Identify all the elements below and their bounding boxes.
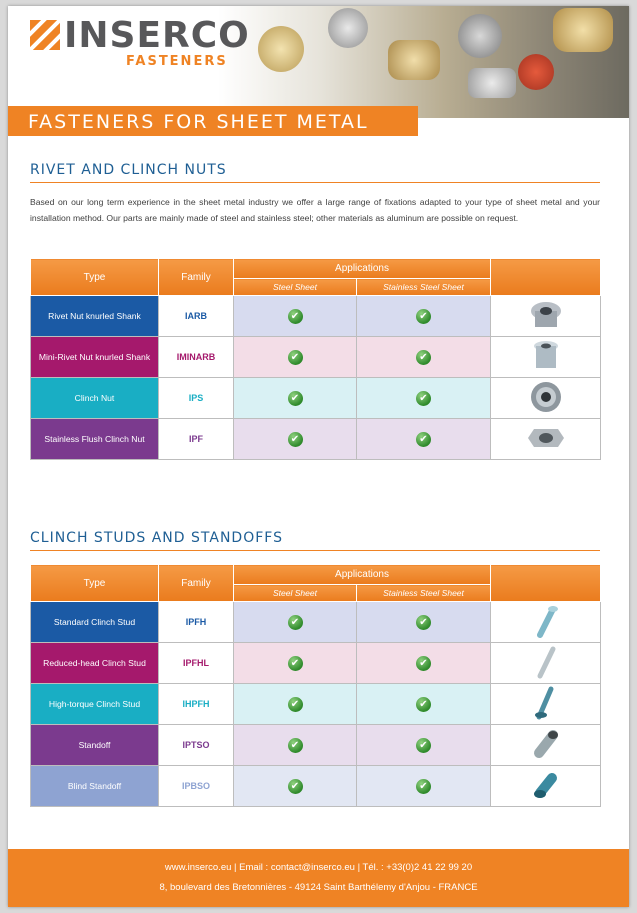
steel-cell bbox=[234, 766, 357, 807]
studs-table bbox=[30, 564, 601, 807]
table-row bbox=[31, 643, 601, 684]
header bbox=[8, 6, 629, 133]
rivet-nut-icon bbox=[491, 296, 601, 337]
check-icon: ✔ bbox=[288, 350, 303, 365]
blind-standoff-icon bbox=[491, 766, 601, 807]
stainless-cell bbox=[357, 766, 491, 807]
family-cell: IHPFH bbox=[159, 684, 234, 725]
steel-cell bbox=[234, 337, 357, 378]
logo-subtitle: FASTENERS bbox=[126, 54, 228, 69]
check-icon: ✔ bbox=[416, 697, 431, 712]
check-icon: ✔ bbox=[416, 738, 431, 753]
fasteners-photo bbox=[218, 6, 629, 118]
table-row bbox=[31, 337, 601, 378]
col-image bbox=[491, 259, 601, 296]
steel-cell bbox=[234, 684, 357, 725]
family-cell: IMINARB bbox=[159, 337, 234, 378]
check-icon: ✔ bbox=[416, 391, 431, 406]
standoff-icon bbox=[491, 725, 601, 766]
stainless-cell bbox=[357, 643, 491, 684]
col-steel: Steel Sheet bbox=[234, 585, 357, 602]
check-icon: ✔ bbox=[288, 615, 303, 630]
check-icon: ✔ bbox=[288, 656, 303, 671]
check-icon: ✔ bbox=[288, 779, 303, 794]
section-rule bbox=[30, 182, 600, 183]
flush-clinch-nut-icon bbox=[491, 419, 601, 460]
check-icon: ✔ bbox=[416, 615, 431, 630]
col-applications: Applications bbox=[234, 565, 491, 585]
col-type: Type bbox=[31, 565, 159, 602]
family-cell: IPFH bbox=[159, 602, 234, 643]
stainless-cell bbox=[357, 684, 491, 725]
type-cell: Standoff bbox=[31, 725, 159, 766]
check-icon: ✔ bbox=[416, 656, 431, 671]
family-cell: IPTSO bbox=[159, 725, 234, 766]
logo-name: INSERCO bbox=[64, 15, 250, 56]
family-cell: IPBSO bbox=[159, 766, 234, 807]
table-row bbox=[31, 725, 601, 766]
footer bbox=[8, 849, 629, 907]
footer-address: 8, boulevard des Bretonnières - 49124 Saint Barthélemy d'Anjou - FRANCE bbox=[159, 882, 478, 893]
steel-cell bbox=[234, 378, 357, 419]
type-cell: Standard Clinch Stud bbox=[31, 602, 159, 643]
stainless-cell bbox=[357, 296, 491, 337]
type-cell: Mini-Rivet Nut knurled Shank bbox=[31, 337, 159, 378]
type-cell: Blind Standoff bbox=[31, 766, 159, 807]
section-title-studs: CLINCH STUDS AND STANDOFFS bbox=[30, 530, 283, 546]
table-row bbox=[31, 766, 601, 807]
clinch-stud-icon bbox=[491, 602, 601, 643]
family-cell: IPFHL bbox=[159, 643, 234, 684]
page-banner: FASTENERS FOR SHEET METAL bbox=[8, 106, 418, 136]
check-icon: ✔ bbox=[416, 779, 431, 794]
table-row bbox=[31, 378, 601, 419]
check-icon: ✔ bbox=[288, 738, 303, 753]
stainless-cell bbox=[357, 378, 491, 419]
col-steel: Steel Sheet bbox=[234, 279, 357, 296]
section-rule bbox=[30, 550, 600, 551]
type-cell: High-torque Clinch Stud bbox=[31, 684, 159, 725]
col-stainless: Stainless Steel Sheet bbox=[357, 585, 491, 602]
footer-contact: www.inserco.eu | Email : contact@inserco.eu | Tél. : +33(0)2 41 22 99 20 bbox=[164, 862, 473, 873]
steel-cell bbox=[234, 643, 357, 684]
check-icon: ✔ bbox=[288, 697, 303, 712]
type-cell: Rivet Nut knurled Shank bbox=[31, 296, 159, 337]
stainless-cell bbox=[357, 602, 491, 643]
steel-cell bbox=[234, 296, 357, 337]
table-row bbox=[31, 602, 601, 643]
nuts-table bbox=[30, 258, 601, 460]
family-cell: IPS bbox=[159, 378, 234, 419]
check-icon: ✔ bbox=[288, 432, 303, 447]
stainless-cell bbox=[357, 725, 491, 766]
table-row bbox=[31, 684, 601, 725]
datasheet-page bbox=[8, 6, 629, 907]
family-cell: IARB bbox=[159, 296, 234, 337]
col-family: Family bbox=[159, 565, 234, 602]
col-type: Type bbox=[31, 259, 159, 296]
steel-cell bbox=[234, 602, 357, 643]
clinch-nut-icon bbox=[491, 378, 601, 419]
stainless-cell bbox=[357, 337, 491, 378]
type-cell: Reduced-head Clinch Stud bbox=[31, 643, 159, 684]
col-applications: Applications bbox=[234, 259, 491, 279]
check-icon: ✔ bbox=[416, 350, 431, 365]
family-cell: IPF bbox=[159, 419, 234, 460]
type-cell: Clinch Nut bbox=[31, 378, 159, 419]
reduced-head-stud-icon bbox=[491, 643, 601, 684]
section-title-nuts: RIVET AND CLINCH NUTS bbox=[30, 162, 227, 178]
check-icon: ✔ bbox=[416, 309, 431, 324]
table-row bbox=[31, 419, 601, 460]
col-family: Family bbox=[159, 259, 234, 296]
inserco-logo bbox=[30, 14, 270, 70]
check-icon: ✔ bbox=[416, 432, 431, 447]
stainless-cell bbox=[357, 419, 491, 460]
high-torque-stud-icon bbox=[491, 684, 601, 725]
steel-cell bbox=[234, 725, 357, 766]
intro-text: Based on our long term experience in the sheet metal industry we offer a large range of fixations adapted to your type of sheet metal and your installation method. Our parts are mainly made of steel and stainless steel; other materials as aluminum are possible on request. bbox=[30, 197, 600, 223]
steel-cell bbox=[234, 419, 357, 460]
col-image bbox=[491, 565, 601, 602]
table-row bbox=[31, 296, 601, 337]
check-icon: ✔ bbox=[288, 391, 303, 406]
check-icon: ✔ bbox=[288, 309, 303, 324]
type-cell: Stainless Flush Clinch Nut bbox=[31, 419, 159, 460]
col-stainless: Stainless Steel Sheet bbox=[357, 279, 491, 296]
logo-stripes-icon bbox=[30, 20, 60, 50]
mini-rivet-nut-icon bbox=[491, 337, 601, 378]
